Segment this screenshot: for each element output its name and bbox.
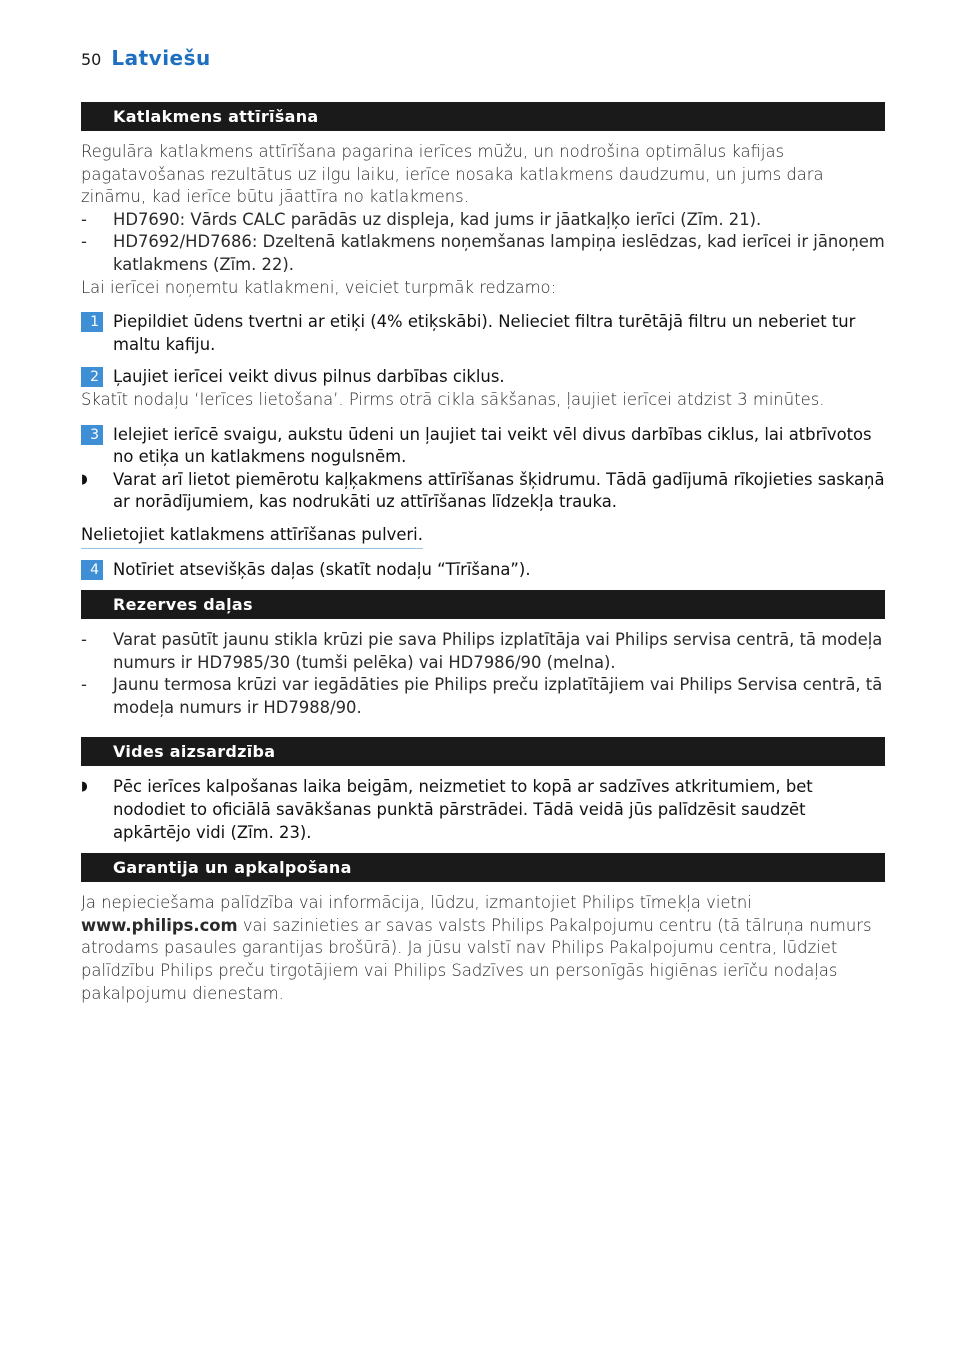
dash-marker: - [81, 209, 87, 229]
list-item-text: Varat pasūtīt jaunu stikla krūzi pie sava Philips izplatītāja vai Philips servisa centrā, tā modeļa numurs ir HD7985/30 (tumši pelēka) vai HD7986/90 (melna). [113, 630, 883, 672]
philips-website-link[interactable]: www.philips.com [81, 915, 238, 935]
list-item-text: Jaunu termosa krūzi var iegādāties pie Philips preču izplatītājiem vai Philips Servisa centrā, tā modeļa numurs ir HD7988/90. [113, 675, 883, 717]
list-item [81, 629, 885, 674]
step-1 [81, 311, 885, 356]
list-item-text: HD7692/HD7686: Dzeltenā katlakmens noņemšanas lampiņa ieslēdzas, kad ierīcei ir jānoņem katlakmens (Zīm. 22). [113, 232, 885, 274]
caution-note: Nelietojiet katlakmens attīrīšanas pulveri. [81, 524, 423, 549]
step-number-badge: 2 [81, 367, 103, 387]
tip-text: Pēc ierīces kalpošanas laika beigām, neizmetiet to kopā ar sadzīves atkritumiem, bet nododiet to oficiālā savākšanas punktā pārstrādei. Tādā veidā jūs palīdzēsit saudzēt apkārtējo vidi (Zīm. 23). [113, 777, 813, 842]
tip-marker-icon: ◗ [81, 471, 88, 487]
step-number-badge: 3 [81, 425, 103, 445]
descaling-lead: Lai ierīcei noņemtu katlakmeni, veiciet turpmāk redzamo: [81, 277, 557, 297]
section-heading-environment: Vides aizsardzība [81, 737, 885, 766]
page-header [81, 46, 211, 70]
page-content [81, 102, 885, 1005]
page-number: 50 [81, 50, 102, 69]
tip [81, 469, 885, 514]
step-text: Ielejiet ierīcē svaigu, aukstu ūdeni un ļaujiet tai veikt vēl divus darbības ciklus, lai atbrīvotos no etiķa un katlakmens nogulsnēm. [113, 424, 872, 467]
step-text: Piepildiet ūdens tvertni ar etiķi (4% etiķskābi). Nelieciet filtra turētājā filtru un neberiet tur maltu kafiju. [113, 312, 856, 354]
descaling-intro: Regulāra katlakmens attīrīšana pagarina ierīces mūžu, un nodrošina optimālus kafijas pagatavošanas rezultātus uz ilgu laiku, ierīce nosaka katlakmens daudzumu, un jums dara zināmu, kad ierīce būtu jāattīra no katlakmens. [81, 142, 824, 207]
list-item [81, 674, 885, 719]
step-number-badge: 1 [81, 312, 103, 332]
guarantee-text-end: vai sazinieties ar savas valsts Philips Pakalpojumu centru (tā tālruņa numurs atrodams pasaules garantijas brošūrā). Ja jūsu valstī nav Philips Pakalpojumu centra, lūdziet palīdzību Philips preču tirgotājiem vai Philips Sadzīves un personīgās higiēnas ierīču nodaļas pakalpojumu dienestam. [81, 915, 872, 1003]
guarantee-text [81, 892, 885, 1005]
tip-text: Varat arī lietot piemērotu kaļķakmens attīrīšanas šķidrumu. Tādā gadījumā rīkojieties saskaņā ar norādījumiem, kas nodrukāti uz attīrīšanas līdzekļa trauka. [113, 469, 885, 512]
section-heading-descaling: Katlakmens attīrīšana [81, 102, 885, 131]
list-item [81, 209, 885, 232]
step-4 [81, 559, 885, 582]
tip-marker-icon: ◗ [81, 779, 88, 795]
step-text: Ļaujiet ierīcei veikt divus pilnus darbības ciklus. [113, 367, 505, 387]
dash-marker: - [81, 630, 87, 650]
dash-marker: - [81, 232, 87, 252]
language-title: Latviešu [111, 46, 211, 70]
tip [81, 776, 885, 844]
dash-marker: - [81, 675, 87, 695]
step-3 [81, 424, 885, 469]
step-2 [81, 366, 885, 389]
guarantee-text-start: Ja nepieciešama palīdzība vai informācija, lūdzu, izmantojiet Philips tīmekļa vietni [81, 893, 752, 913]
list-item-text: HD7690: Vārds CALC parādās uz displeja, kad jums ir jāatkaļķo ierīci (Zīm. 21). [113, 209, 762, 229]
list-item [81, 231, 885, 276]
step-2-note: Skatīt nodaļu ‘Ierīces lietošana’. Pirms otrā cikla sākšanas, ļaujiet ierīcei atdzist 3 minūtes. [81, 389, 825, 409]
step-text: Notīriet atsevišķās daļas (skatīt nodaļu “Tīrīšana”). [113, 559, 531, 579]
section-heading-guarantee: Garantija un apkalpošana [81, 853, 885, 882]
section-heading-spare-parts: Rezerves daļas [81, 590, 885, 619]
step-number-badge: 4 [81, 560, 103, 580]
